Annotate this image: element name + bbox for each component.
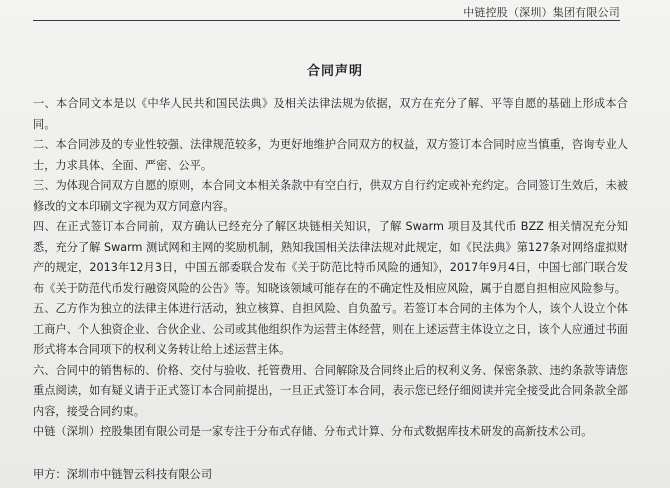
company-description: 中链（深圳）控股集团有限公司是一家专注于分布式存储、分布式计算、分布式数据库技术研发的高新技术公司。 <box>33 425 593 438</box>
paragraph-6: 六、合同中的销售标的、价格、交付与验收、托管费用、合同解除及合同终止后的权利义务、保密条款、违约条款等请您重点阅读，如有疑义请于正式签订本合同前提出，一旦正式签订本合同，表示您已经仔细阅读并完全接受此合同条款全部内容，接受合同约束。 <box>33 363 628 418</box>
document-title: 合同声明 <box>306 64 363 79</box>
paragraph-5: 五、乙方作为独立的法律主体进行活动，独立核算、自担风险、自负盈亏。若签订本合同的主体为个人，该个人设立个体工商户、个人独资企业、合伙企业、公司或其他组织作为运营主体经营，则在上述运营主体设立之日，该个人应通过书面形式将本合同项下的权利义务转让给上述运营主体。 <box>33 302 628 356</box>
paragraph-1: 一、本合同文本是以《中华人民共和国民法典》及相关法律法规为依据，双方在充分了解、平等自愿的基础上形成本合同。 <box>33 97 628 131</box>
header-company-name: 中链控股（深圳）集团有限公司 <box>463 6 620 19</box>
paragraph-2: 二、本合同涉及的专业性较强、法律规范较多，为更好地维护合同双方的权益，双方签订本合同时应当慎重，咨询专业人士，力求具体、全面、严密、公平。 <box>33 138 628 172</box>
party-a-line: 甲方：深圳市中链智云科技有限公司 <box>33 468 213 481</box>
paragraph-4: 四、在正式签订本合同前，双方确认已经充分了解区块链相关知识，了解 Swarm 项目及其代币 BZZ 相关情况充分知悉，充分了解 Swarm 测试网和主网的奖励机制，熟知我国相关法律法规对此规定，如《民法典》第127条对网络虚拟财产的规定，2013年12月3日，中国五部委联合发布《关于防范比特币风险的通知》，2017年9月4日，中国七部门联合发布《关于防范代币发行融资风险的公告》等。知晓该领域可能存在的不确定性及相应风险，属于自愿自担相应风险参与。 <box>33 220 628 295</box>
paragraph-3: 三、为体现合同双方自愿的原则，本合同文本相关条款中有空白行，供双方自行约定或补充约定。合同签订生效后，未被修改的文本印刷文字视为双方同意内容。 <box>33 179 628 213</box>
header-divider <box>33 20 620 21</box>
declaration-body <box>33 94 628 443</box>
